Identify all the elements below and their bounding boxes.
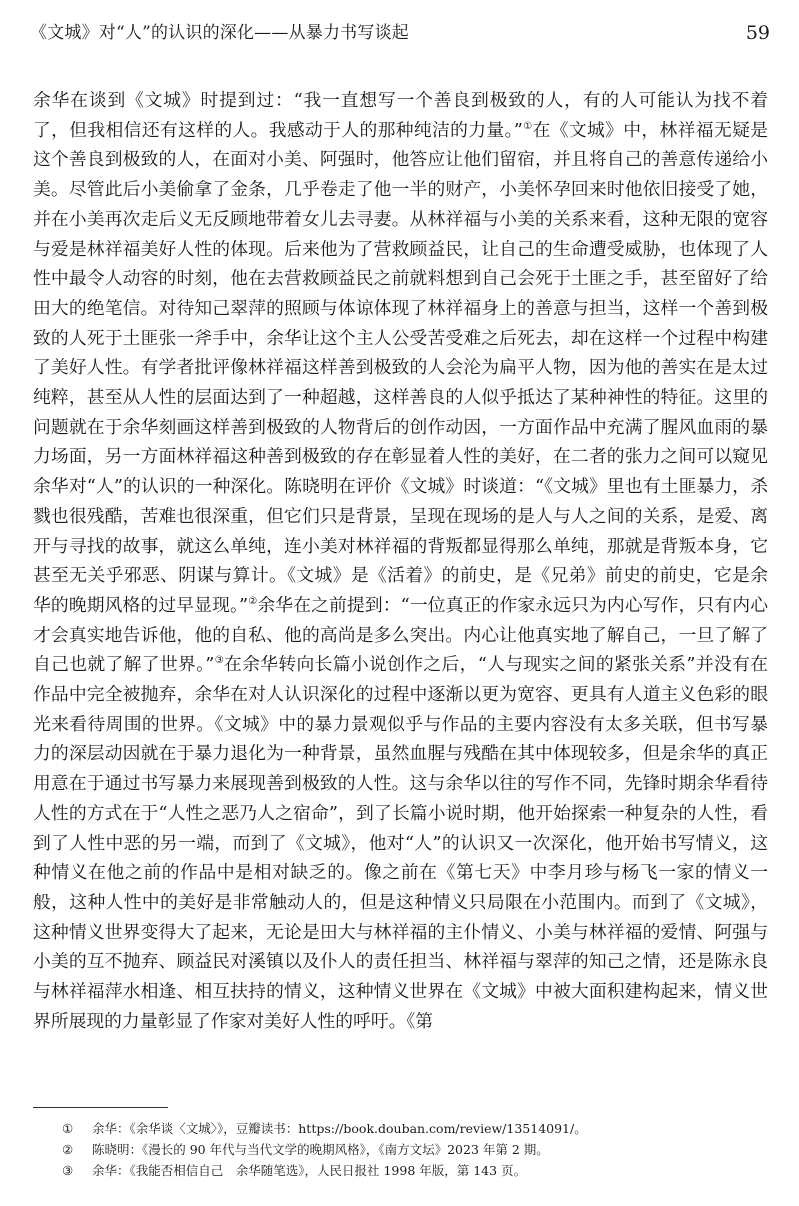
body-segment: 在《文城》中，林祥福无疑是这个善良到极致的人，在面对小美、阿强时，他答应让他们留宿，并且将自己的善意传递给小美。尽管此后小美偷拿了金条，几乎卷走了他一半的财产，小美怀孕回来时他依旧接受了她，并在小美再次走后义无反顾地带着女儿去寻妻。从林祥福与小美的关系来看，这种无限的宽容与爱是林祥福美好人性的体现。后来他为了营救顾益民，让自己的生命遭受威胁，也体现了人性中最令人动容的时刻，他在去营救顾益民之前就料想到自己会死于土匪之手，甚至留好了给田大的绝笔信。对待知己翠萍的照顾与体谅体现了林祥福身上的善意与担当，这样一个善到极致的人死于土匪张一斧手中，余华让这个主人公受苦受难之后死去，却在这样一个过程中构建了美好人性。有学者批评像林祥福这样善到极致的人会沦为扁平人物，因为他的善实在是太过纯粹，甚至从人性的层面达到了一种超越，这样善良的人似乎抵达了某种神性的特征。这里的问题就在于余华刻画这样善到极致的人物背后的创作动因，一方面作品中充满了腥风血雨的暴力场面，另一方面林祥福这种善到极致的存在彰显着人性的美好，在二者的张力之间可以窥见余华对“人”的认识的一种深化。陈晓明在评价《文城》时谈道：“《文城》里也有土匪暴力，杀戮也很残酷，苦难也很深重，但它们只是背景，呈现在现场的是人与人之间的关系，是爱、离开与寻找的故事，就这么单纯，连小美对林祥福的背叛都显得那么单纯，那就是背叛本身，它甚至无关乎邪恶、阴谋与算计。《文城》是《活着》的前史，是《兄弟》前史的前史，它是余华的晚期风格的过早显现。” (33, 119, 768, 616)
footnote-item (62, 1139, 768, 1160)
body-segment: 余华在之前提到：“一位真正的作家永远只为内心写作，只有内心才会真实地告诉他，他的自私、他的高尚是多么突出。内心让他真实地了解自己，一旦了解了自己也就了解了世界。” (33, 594, 768, 676)
running-header (30, 22, 770, 48)
footnote-number: ② (62, 1142, 74, 1157)
body-text (33, 86, 768, 1037)
footnote-number: ① (62, 1121, 74, 1136)
footnote-marker: ② (248, 596, 258, 608)
page-number: 59 (745, 22, 770, 44)
footnote-marker: ① (522, 120, 533, 132)
footnote-text: 余华：《我能否相信自己 余华随笔选》，人民日报社 1998 年版，第 143 页。 (92, 1163, 527, 1178)
running-title: 《文城》对“人”的认识的深化——从暴力书写谈起 (30, 23, 409, 43)
footnote-divider (33, 1107, 168, 1108)
footnote-text: 陈晓明：《漫长的 90 年代与当代文学的晚期风格》，《南方文坛》2023 年第 2 期。 (92, 1142, 549, 1157)
footnote-number: ③ (62, 1163, 74, 1178)
footnote-text: 余华：《余华谈〈文城〉》，豆瓣读书：https://book.douban.com/review/13514091/。 (92, 1121, 587, 1136)
footnote-item (62, 1160, 768, 1181)
body-segment: 余华在谈到《文城》时提到过：“我一直想写一个善良到极致的人，有的人可能认为找不着了，但我相信还有这样的人。我感动于人的那种纯洁的力量。” (33, 90, 768, 141)
body-segment: 在余华转向长篇小说创作之后，“人与现实之间的紧张关系”并没有在作品中完全被抛弃，余华在对人认识深化的过程中逐渐以更为宽容、更具有人道主义色彩的眼光来看待周围的世界。《文城》中的暴力景观似乎与作品的主要内容没有太多关联，但书写暴力的深层动因就在于暴力退化为一种背景，虽然血腥与残酷在其中体现较多，但是余华的真正用意在于通过书写暴力来展现善到极致的人性。这与余华以往的写作不同，先锋时期余华看待人性的方式在于“人性之恶乃人之宿命”，到了长篇小说时期，他开始探索一种复杂的人性，看到了人性中恶的另一端，而到了《文城》，他对“人”的认识又一次深化，他开始书写情义，这种情义在他之前的作品中是相对缺乏的。像之前在《第七天》中李月珍与杨飞一家的情义一般，这种人性中的美好是非常触动人的，但是这种情义只局限在小范围内。而到了《文城》，这种情义世界变得大了起来，无论是田大与林祥福的主仆情义、小美与林祥福的爱情、阿强与小美的互不抛弃、顾益民对溪镇以及仆人的责任担当、林祥福与翠萍的知己之情，还是陈永良与林祥福萍水相逢、相互扶持的情义，这种情义世界在《文城》中被大面积建构起来，情义世界所展现的力量彰显了作家对美好人性的呼吁。《第 (33, 654, 768, 1032)
footnote-marker: ③ (214, 655, 225, 667)
footnotes (62, 1118, 768, 1181)
body-paragraph (33, 86, 768, 1037)
footnote-item (62, 1118, 768, 1139)
